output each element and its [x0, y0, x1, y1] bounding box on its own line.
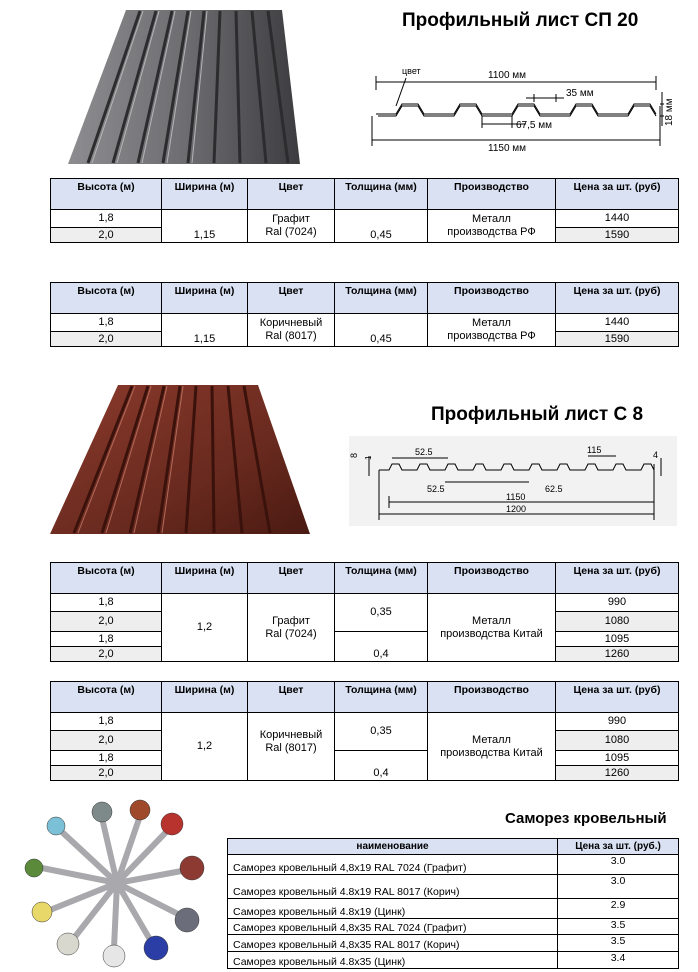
page-title-c8: Профильный лист С 8	[431, 404, 644, 425]
cell-color: Коричневый Ral (8017)	[248, 713, 335, 781]
col-header-thickness: Толщина (мм)	[335, 682, 428, 713]
c8-profile-drawing	[349, 436, 677, 526]
cell-height: 2,0	[51, 766, 162, 781]
col-header-width: Ширина (м)	[162, 682, 248, 713]
cell-height: 2,0	[51, 731, 162, 751]
cell-price: 1590	[556, 228, 679, 243]
c8-graphite-table	[50, 562, 679, 662]
cell-production: Металл производства РФ	[428, 210, 556, 243]
drawing-label-52-top: 52.5	[415, 447, 433, 457]
cell-color: Коричневый Ral (8017)	[248, 314, 335, 347]
cell-height: 1,8	[51, 713, 162, 731]
screws-price-table	[227, 838, 679, 969]
col-header-price: Цена за шт. (руб)	[556, 179, 679, 210]
cell-height: 1,8	[51, 632, 162, 647]
cell-height: 2,0	[51, 228, 162, 243]
cell-price: 1080	[556, 612, 679, 632]
col-header-production: Производство	[428, 179, 556, 210]
cell-production: Металл производства Китай	[428, 594, 556, 662]
col-header-width: Ширина (м)	[162, 563, 248, 594]
cell-price: 1440	[556, 314, 679, 332]
c8-brown-table	[50, 681, 679, 781]
graphite-sheet-image	[64, 6, 304, 166]
col-header-color: Цвет	[248, 179, 335, 210]
sp20-brown-table	[50, 282, 679, 347]
screws-image	[22, 798, 212, 968]
col-header-color: Цвет	[248, 682, 335, 713]
page-title-sp20: Профильный лист СП 20	[402, 10, 639, 31]
col-header-thickness: Толщина (мм)	[335, 563, 428, 594]
cell-height: 2,0	[51, 647, 162, 662]
screw-price: 3.4	[558, 952, 679, 969]
drawing-label-1: 1	[364, 455, 373, 460]
screw-price: 3.0	[558, 875, 679, 899]
cell-height: 1,8	[51, 210, 162, 228]
screw-name: Саморез кровельный 4,8х19 RAL 7024 (Графит)	[228, 855, 558, 875]
col-header-thickness: Толщина (мм)	[335, 283, 428, 314]
cell-color: Графит Ral (7024)	[248, 594, 335, 662]
col-header-production: Производство	[428, 563, 556, 594]
cell-thickness: 0,4	[335, 751, 428, 781]
cell-width: 1,2	[162, 713, 248, 781]
cell-price: 1590	[556, 332, 679, 347]
drawing-label-67: 67,5 мм	[516, 120, 552, 131]
col-header-thickness: Толщина (мм)	[335, 179, 428, 210]
cell-width: 1,15	[162, 314, 248, 347]
cell-height: 2,0	[51, 332, 162, 347]
cell-thickness: 0,4	[335, 632, 428, 662]
screw-name: Саморез кровельный 4,8х35 RAL 7024 (Графит)	[228, 919, 558, 935]
sp20-profile-drawing	[366, 56, 686, 156]
col-header-height: Высота (м)	[51, 283, 162, 314]
col-header-price: Цена за шт. (руб.)	[558, 839, 679, 855]
col-header-name: наименование	[228, 839, 558, 855]
cell-price: 1260	[556, 766, 679, 781]
screw-name: Саморез кровельный 4,8х35 RAL 8017 (Корич)	[228, 935, 558, 952]
cell-thickness: 0,35	[335, 713, 428, 751]
col-header-color: Цвет	[248, 283, 335, 314]
cell-height: 1,8	[51, 594, 162, 612]
col-header-price: Цена за шт. (руб)	[556, 682, 679, 713]
cell-height: 2,0	[51, 612, 162, 632]
cell-production: Металл производства РФ	[428, 314, 556, 347]
col-header-price: Цена за шт. (руб)	[556, 283, 679, 314]
screw-price: 3.0	[558, 855, 679, 875]
cell-height: 1,8	[51, 751, 162, 766]
col-header-price: Цена за шт. (руб)	[556, 563, 679, 594]
cell-price: 1080	[556, 731, 679, 751]
drawing-label-62: 62.5	[545, 484, 563, 494]
drawing-label-color: цвет	[402, 66, 421, 76]
drawing-label-52-bottom: 52.5	[427, 484, 445, 494]
cell-height: 1,8	[51, 314, 162, 332]
screw-price: 3.5	[558, 919, 679, 935]
col-header-width: Ширина (м)	[162, 179, 248, 210]
screw-name: Саморез кровельный 4.8х35 (Цинк)	[228, 952, 558, 969]
cell-width: 1,15	[162, 210, 248, 243]
drawing-label-18: 18 мм	[664, 98, 675, 126]
drawing-label-35: 35 мм	[566, 88, 594, 99]
cell-price: 1095	[556, 751, 679, 766]
drawing-label-1150: 1150	[506, 492, 526, 502]
cell-width: 1,2	[162, 594, 248, 662]
cell-thickness: 0,45	[335, 314, 428, 347]
drawing-label-8: 8	[349, 452, 359, 458]
col-header-height: Высота (м)	[51, 179, 162, 210]
col-header-production: Производство	[428, 283, 556, 314]
drawing-label-4: 4	[653, 450, 659, 460]
cell-price: 1260	[556, 647, 679, 662]
cell-color: Графит Ral (7024)	[248, 210, 335, 243]
cell-thickness: 0,35	[335, 594, 428, 632]
drawing-label-115: 115	[587, 445, 602, 455]
cell-price: 1440	[556, 210, 679, 228]
col-header-width: Ширина (м)	[162, 283, 248, 314]
cell-price: 990	[556, 594, 679, 612]
drawing-label-1150: 1150 мм	[488, 143, 527, 154]
col-header-height: Высота (м)	[51, 563, 162, 594]
screw-price: 3.5	[558, 935, 679, 952]
col-header-color: Цвет	[248, 563, 335, 594]
cell-thickness: 0,45	[335, 210, 428, 243]
cell-price: 990	[556, 713, 679, 731]
cell-price: 1095	[556, 632, 679, 647]
drawing-label-1100: 1100 мм	[488, 70, 527, 81]
cell-production: Металл производства Китай	[428, 713, 556, 781]
page-title-screws: Саморез кровельный	[505, 810, 667, 827]
drawing-label-1200: 1200	[506, 504, 527, 514]
screw-price: 2.9	[558, 899, 679, 919]
brown-sheet-image	[48, 382, 318, 538]
screw-name: Саморез кровельный 4.8х19 (Цинк)	[228, 899, 558, 919]
sp20-graphite-table	[50, 178, 679, 243]
screw-name: Саморез кровельный 4.8х19 RAL 8017 (Корич)	[228, 875, 558, 899]
col-header-height: Высота (м)	[51, 682, 162, 713]
col-header-production: Производство	[428, 682, 556, 713]
